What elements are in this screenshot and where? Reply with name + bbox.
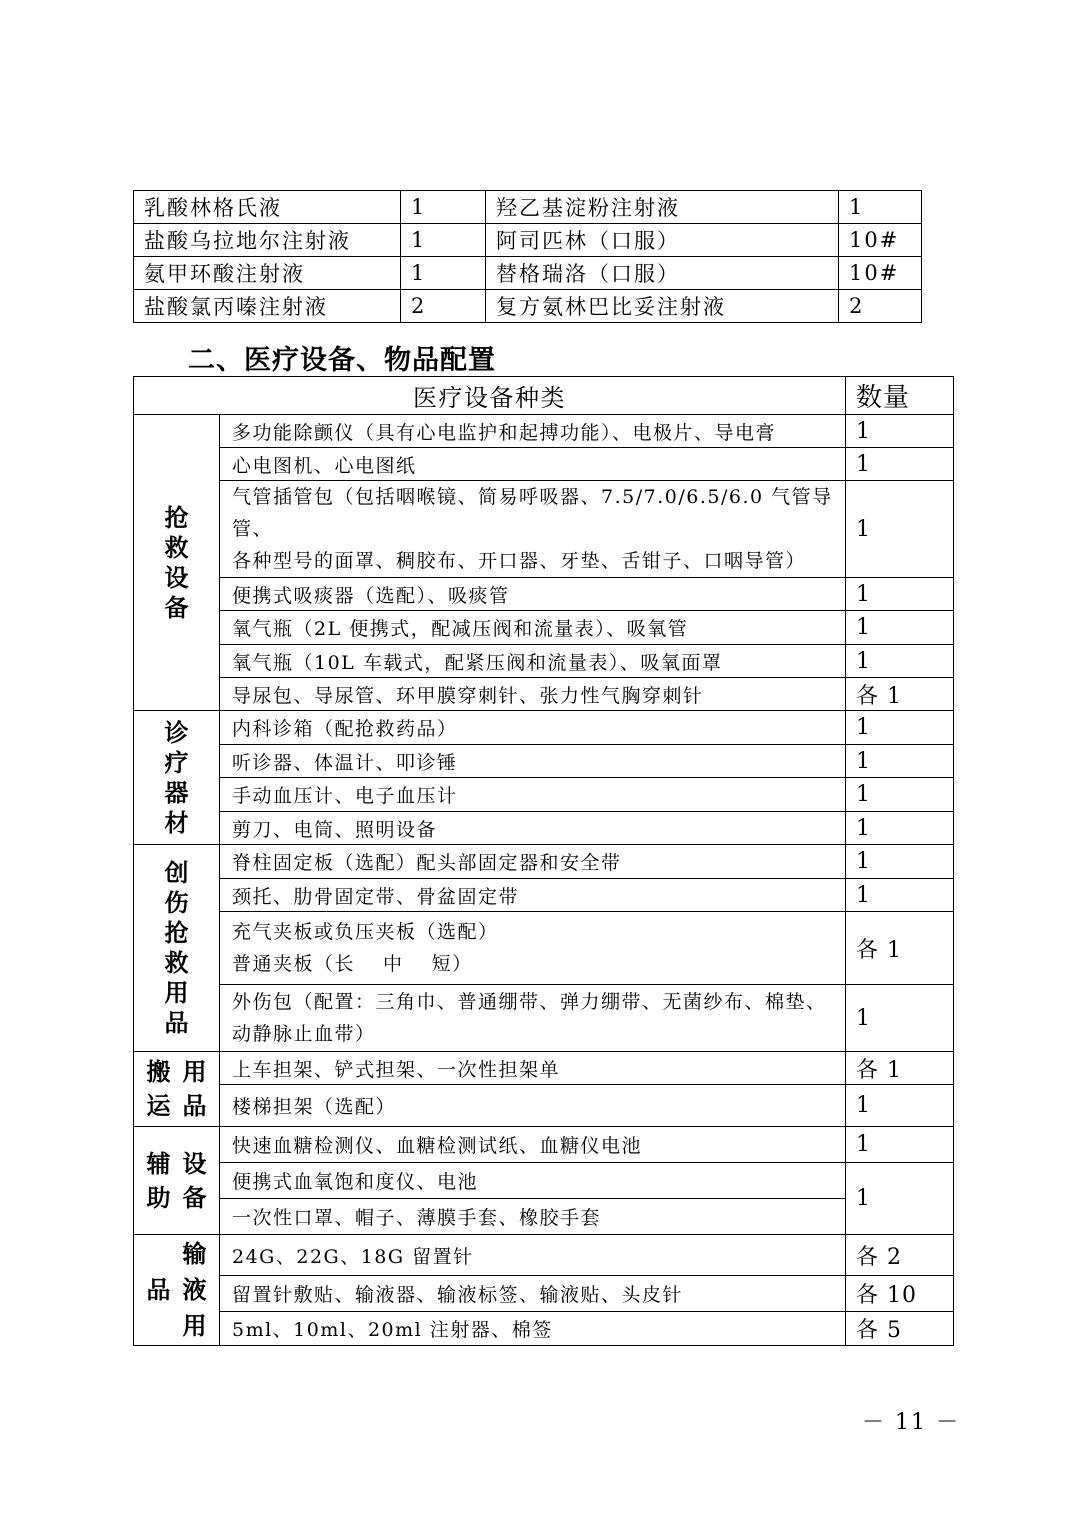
drug-name: 盐酸乌拉地尔注射液 [134, 224, 401, 257]
item-qty: 1 [846, 985, 954, 1052]
item-name: 导尿包、导尿管、环甲膜穿刺针、张力性气胸穿刺针 [220, 678, 846, 711]
item-name-line: 充气夹板或负压夹板（选配） [232, 921, 499, 943]
item-name: 颈托、肋骨固定带、骨盆固定带 [220, 879, 846, 912]
item-qty: 1 [846, 745, 954, 778]
category-char: 备 [182, 1183, 207, 1212]
item-qty: 各 1 [846, 912, 954, 985]
item-name-line: 各种型号的面罩、稠胶布、开口器、牙垫、舌钳子、口咽导管） [232, 550, 807, 572]
table-header-row [134, 377, 954, 415]
drug-name: 替格瑞洛（口服） [486, 257, 839, 290]
item-name: 内科诊箱（配抢救药品） [220, 711, 846, 745]
category-char: 设 [182, 1149, 207, 1178]
section-heading: 二、医疗设备、物品配置 [188, 345, 496, 376]
item-qty: 1 [846, 481, 954, 578]
category-label: 诊疗器材 [164, 718, 189, 837]
item-qty: 1 [846, 879, 954, 912]
category-char: 用 [182, 1058, 207, 1086]
item-qty: 1 [846, 1085, 954, 1127]
drug-name: 盐酸氯丙嗪注射液 [134, 290, 401, 323]
item-name-line: 气管插管包（包括咽喉镜、简易呼吸器、7.5/7.0/6.5/6.0 气管导管、 [232, 486, 833, 540]
category-char: 品 [182, 1092, 207, 1120]
item-name: 快速血糖检测仪、血糖检测试纸、血糖仪电池 [220, 1127, 846, 1163]
table-row [134, 191, 922, 224]
item-name: 楼梯担架（选配） [220, 1085, 846, 1127]
category-label [144, 1148, 210, 1214]
item-name: 多功能除颤仪（具有心电监护和起搏功能）、电极片、导电膏 [220, 415, 846, 448]
table-row [134, 1276, 954, 1312]
table-row [134, 1199, 954, 1235]
table-row [134, 224, 922, 257]
table-row [134, 645, 954, 678]
equipment-table [133, 376, 954, 1346]
item-qty: 1 [846, 448, 954, 481]
item-name [220, 481, 846, 578]
item-name: 心电图机、心电图纸 [220, 448, 846, 481]
item-qty: 1 [846, 711, 954, 745]
item-qty: 1 [846, 778, 954, 812]
item-name: 留置针敷贴、输液器、输液标签、输液贴、头皮针 [220, 1276, 846, 1312]
item-name: 便携式吸痰器（选配）、吸痰管 [220, 578, 846, 611]
table-row [134, 678, 954, 711]
category-char [144, 1237, 174, 1271]
category-infusion-supplies [134, 1235, 220, 1346]
item-name: 5ml、10ml、20ml 注射器、棉签 [220, 1312, 846, 1346]
item-qty: 1 [846, 812, 954, 845]
table-row [134, 481, 954, 578]
category-char: 助 [146, 1183, 171, 1212]
item-name: 脊柱固定板（选配）配头部固定器和安全带 [220, 845, 846, 879]
drug-qty: 1 [839, 191, 922, 224]
category-char: 用 [182, 1312, 207, 1340]
category-char: 输 [182, 1240, 207, 1268]
item-qty: 各 5 [846, 1312, 954, 1346]
item-qty: 1 [846, 1127, 954, 1163]
header-equipment-type: 医疗设备种类 [134, 377, 846, 415]
category-label [144, 1237, 210, 1343]
drug-name: 羟乙基淀粉注射液 [486, 191, 839, 224]
category-char: 品 [146, 1276, 171, 1304]
table-row [134, 912, 954, 985]
table-row [134, 578, 954, 611]
item-name-line: 普通夹板（长 中 短） [232, 953, 473, 975]
table-row [134, 448, 954, 481]
item-qty: 1 [846, 845, 954, 879]
category-char: 液 [182, 1276, 207, 1304]
item-qty: 1 [846, 645, 954, 678]
header-quantity: 数量 [846, 377, 954, 415]
category-trauma-supplies [134, 845, 220, 1052]
item-name: 氧气瓶（10L 车载式，配紧压阀和流量表）、吸氧面罩 [220, 645, 846, 678]
category-char [144, 1309, 174, 1343]
table-row [134, 778, 954, 812]
category-char: 辅 [146, 1149, 171, 1178]
item-qty: 各 1 [846, 1052, 954, 1085]
item-qty: 各 1 [846, 678, 954, 711]
table-row [134, 985, 954, 1052]
table-row [134, 257, 922, 290]
category-char: 搬 [146, 1058, 171, 1086]
drug-qty: 10# [839, 224, 922, 257]
item-name: 24G、22G、18G 留置针 [220, 1235, 846, 1276]
category-label: 创伤抢救用品 [164, 859, 189, 1037]
item-name [220, 912, 846, 985]
category-label: 抢救设备 [164, 503, 189, 622]
item-name-line: 外伤包（配置：三角巾、普通绷带、弹力绷带、无菌纱布、棉垫、 [232, 991, 827, 1013]
table-row [134, 812, 954, 845]
item-name: 便携式血氧饱和度仪、电池 [220, 1163, 846, 1199]
table-row [134, 845, 954, 879]
item-name-line: 动静脉止血带） [232, 1023, 376, 1045]
item-name: 一次性口罩、帽子、薄膜手套、橡胶手套 [220, 1199, 846, 1235]
drug-name: 氨甲环酸注射液 [134, 257, 401, 290]
item-qty: 1 [846, 611, 954, 645]
drug-qty: 1 [401, 224, 486, 257]
page-number: － 11 － [862, 1410, 960, 1435]
item-name [220, 985, 846, 1052]
drug-qty: 10# [839, 257, 922, 290]
table-row [134, 1312, 954, 1346]
drug-table [133, 190, 922, 323]
table-row [134, 1235, 954, 1276]
category-char: 运 [146, 1092, 171, 1120]
item-name: 听诊器、体温计、叩诊锤 [220, 745, 846, 778]
category-diagnostic-equipment [134, 711, 220, 845]
drug-name: 阿司匹林（口服） [486, 224, 839, 257]
table-row [134, 611, 954, 645]
table-row [134, 1052, 954, 1085]
item-qty: 各 2 [846, 1235, 954, 1276]
table-row [134, 415, 954, 448]
category-label [144, 1056, 210, 1122]
drug-qty: 1 [401, 191, 486, 224]
category-rescue-equipment [134, 415, 220, 711]
category-transport-supplies [134, 1052, 220, 1127]
drug-name: 复方氨林巴比妥注射液 [486, 290, 839, 323]
drug-qty: 2 [401, 290, 486, 323]
table-row [134, 290, 922, 323]
table-row [134, 711, 954, 745]
table-row [134, 1163, 954, 1199]
item-qty: 1 [846, 1163, 954, 1235]
table-row [134, 1085, 954, 1127]
table-row [134, 879, 954, 912]
category-auxiliary-equipment [134, 1127, 220, 1235]
item-name: 上车担架、铲式担架、一次性担架单 [220, 1052, 846, 1085]
drug-name: 乳酸林格氏液 [134, 191, 401, 224]
table-row [134, 1127, 954, 1163]
item-name: 氧气瓶（2L 便携式，配减压阀和流量表）、吸氧管 [220, 611, 846, 645]
drug-qty: 2 [839, 290, 922, 323]
item-qty: 各 10 [846, 1276, 954, 1312]
item-qty: 1 [846, 415, 954, 448]
item-name: 剪刀、电筒、照明设备 [220, 812, 846, 845]
table-row [134, 745, 954, 778]
item-name: 手动血压计、电子血压计 [220, 778, 846, 812]
drug-qty: 1 [401, 257, 486, 290]
item-qty: 1 [846, 578, 954, 611]
